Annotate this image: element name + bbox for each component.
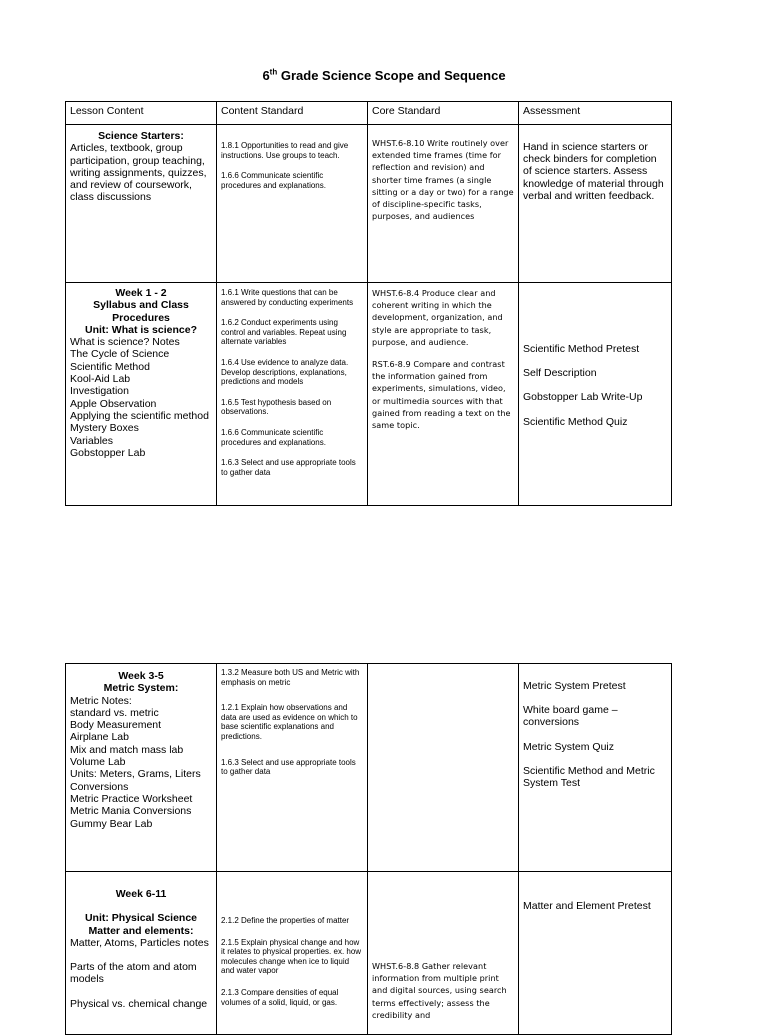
lesson-cell: Week 3-5 Metric System: Metric Notes: standard vs. metric Body Measurement Airplane Lab Mix and match mass lab Volume Lab Units: Meters, Grams, Liters Conversions Metric Practice Worksheet Metric Mania Conversions Gummy Bear Lab (66, 664, 217, 872)
scope-table-1 (65, 101, 672, 506)
list-item: Metric Mania Conversions (70, 805, 192, 818)
assessment-cell: Scientific Method Pretest Self Description Gobstopper Lab Write-Up Scientific Method Quiz (519, 283, 672, 506)
core-standard-cell (368, 664, 519, 872)
header-content-standard: Content Standard (217, 102, 368, 125)
list-item: Kool-Aid Lab (70, 373, 131, 386)
list-item: Parts of the atom and atom models (70, 961, 197, 986)
list-item: Metric Practice Worksheet (70, 792, 193, 805)
list-item: Body Measurement (70, 719, 162, 732)
table-row (66, 664, 672, 872)
list-item: The Cycle of Science (70, 348, 170, 361)
assessment-cell: Metric System Pretest White board game – conversions Metric System Quiz Scientific Method and Metric System Test (519, 664, 672, 872)
table-row (66, 283, 672, 506)
core-standard-cell: WHST.6-8.4 Produce clear and coherent writing in which the development, organization, and style are appropriate to task, purpose, and audience. RST.6-8.9 Compare and contrast the information gained from experiments, simulations, video, or multimedia sources with that gained from reading a text on the same topic. (368, 283, 519, 506)
list-item: Mix and match mass lab (70, 743, 184, 756)
list-item: Scientific Method (70, 360, 150, 373)
list-item: Mystery Boxes (70, 422, 139, 435)
list-item: Volume Lab (70, 756, 126, 769)
header-assessment: Assessment (519, 102, 672, 125)
lesson-cell: Week 1 - 2 Syllabus and Class Procedures Unit: What is science? What is science? Notes The Cycle of Science Scientific Method Kool-Aid Lab Investigation Apple Observation Applying the scientific method Mystery Boxes Variables Gobstopper Lab (66, 283, 217, 506)
content-standard-cell: 1.6.1 Write questions that can be answered by conducting experiments 1.6.2 Conduct experiments using control and variables. Repeat using alternate variables 1.6.4 Use evidence to analyze data. Develop descriptions, explanations, predictions and models 1.6.5 Test hypothesis based on observations. 1.6.6 Communicate scientific procedures and explanations. 1.6.3 Select and use appropriate tools to gather data (217, 283, 368, 506)
core-standard-cell: WHST.6-8.10 Write routinely over extended time frames (time for reflection and revision) and shorter time frames (a single sitting or a day or two) for a range of discipline-specific tasks, purposes, and audiences (368, 125, 519, 283)
list-item: Applying the scientific method (70, 409, 209, 422)
lesson-cell: Science Starters: Articles, textbook, group participation, group teaching, writing assignments, quizzes, and review of coursework, class discussions (66, 125, 217, 283)
assessment-cell: Hand in science starters or check binders for completion of science starters. Assess knowledge of material through verbal and written feedback. (519, 125, 672, 283)
page-title: 6th Grade Science Scope and Sequence (262, 67, 506, 83)
list-item: What is science? Notes (70, 336, 180, 349)
list-item: Matter, Atoms, Particles notes (70, 936, 209, 949)
list-item: Airplane Lab (70, 731, 129, 744)
list-item: Metric Notes: (70, 694, 132, 707)
list-item: Gobstopper Lab (70, 446, 146, 459)
content-standard-cell: 2.1.2 Define the properties of matter 2.1.5 Explain physical change and how it relates to physical properties. ex. how molecules change when ice to liquid and water vapor 2.1.3 Compare densities of equal volumes of a solid, liquid, or gas. (217, 872, 368, 1035)
list-item: Gummy Bear Lab (70, 817, 153, 830)
list-item: standard vs. metric (70, 706, 159, 719)
table-row (66, 872, 672, 1035)
lesson-text: Articles, textbook, group participation, group teaching, writing assignments, quizzes, and review of coursework, class discussions (70, 142, 207, 204)
list-item: Conversions (70, 780, 129, 793)
header-row (66, 102, 672, 125)
lesson-cell: Week 6-11 Unit: Physical Science Matter and elements: Matter, Atoms, Particles notes Parts of the atom and atom models Physical vs. chemical change (66, 872, 217, 1035)
header-lesson-content: Lesson Content (66, 102, 217, 125)
list-item: Apple Observation (70, 397, 157, 410)
list-item: Units: Meters, Grams, Liters (70, 768, 201, 781)
list-item: Variables (70, 434, 113, 447)
list-item: Investigation (70, 385, 129, 398)
header-core-standard: Core Standard (368, 102, 519, 125)
assessment-cell: Matter and Element Pretest (519, 872, 672, 1035)
scope-table-2 (65, 663, 672, 1035)
core-standard-cell: WHST.6-8.8 Gather relevant information from multiple print and digital sources, using search terms effectively; assess the credibility and (368, 872, 519, 1035)
list-item: Physical vs. chemical change (70, 997, 208, 1010)
content-standard-cell: 1.8.1 Opportunities to read and give instructions. Use groups to teach. 1.6.6 Communicate scientific procedures and explanations. (217, 125, 368, 283)
table-row (66, 125, 672, 283)
content-standard-cell: 1.3.2 Measure both US and Metric with emphasis on metric 1.2.1 Explain how observations and data are used as evidence on which to base scientific explanations and predictions. 1.6.3 Select and use appropriate tools to gather data (217, 664, 368, 872)
